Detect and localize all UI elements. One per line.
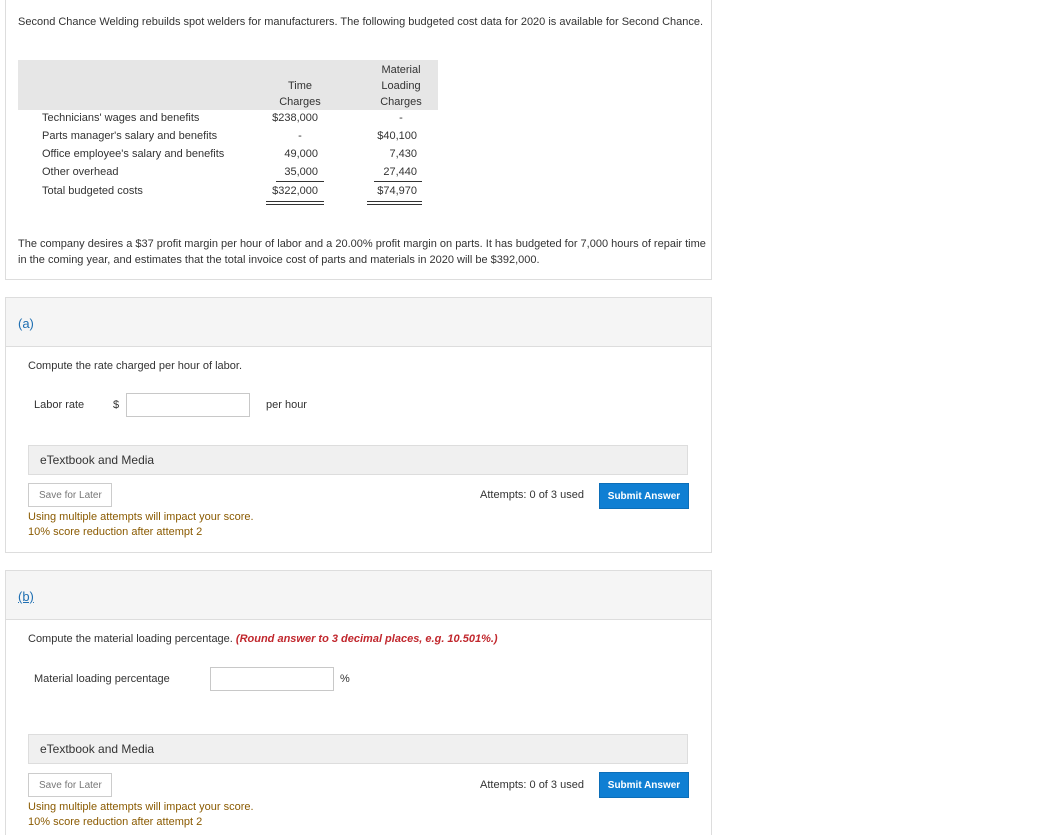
- row-label: Office employee's salary and benefits: [42, 148, 225, 160]
- time-charges-value: 35,000: [284, 166, 318, 178]
- labor-rate-label: Labor rate: [34, 399, 85, 411]
- attempts-warning: Using multiple attempts will impact your score. 10% score reduction after attempt 2: [28, 511, 254, 538]
- part-b-header: [6, 571, 711, 620]
- submit-answer-button[interactable]: Submit Answer: [599, 772, 689, 798]
- save-for-later-button[interactable]: Save for Later: [28, 773, 112, 797]
- table-row: [18, 164, 438, 182]
- time-charges-value: 49,000: [284, 148, 318, 160]
- problem-statement-panel: [5, 0, 712, 280]
- submit-answer-button[interactable]: Submit Answer: [599, 483, 689, 509]
- part-b-question: Compute the material loading percentage. (Round answer to 3 decimal places, e.g. 10.501%.): [28, 633, 498, 645]
- subtotal-underline: [276, 181, 324, 182]
- etextbook-and-media-bar[interactable]: [28, 734, 688, 764]
- material-loading-percentage-label: Material loading percentage: [34, 673, 170, 685]
- etextbook-and-media-bar[interactable]: [28, 445, 688, 475]
- part-b-panel: [5, 570, 712, 835]
- labor-rate-input[interactable]: [126, 393, 250, 417]
- part-a-question: Compute the rate charged per hour of labor.: [28, 360, 243, 372]
- percent-unit: %: [340, 673, 350, 685]
- material-loading-value: $40,100: [377, 130, 417, 142]
- material-loading-total: $74,970: [377, 185, 417, 197]
- time-charges-value: -: [298, 130, 302, 142]
- part-a-header: [6, 298, 711, 347]
- attempts-counter: Attempts: 0 of 3 used: [480, 779, 584, 791]
- material-loading-percentage-input[interactable]: [210, 667, 334, 691]
- row-label: Total budgeted costs: [42, 185, 143, 197]
- table-row: [18, 128, 438, 146]
- table-row: [18, 110, 438, 128]
- table-row: [18, 146, 438, 164]
- etextbook-and-media-label: eTextbook and Media: [40, 742, 155, 756]
- rounding-instruction: (Round answer to 3 decimal places, e.g. 10.501%.): [235, 633, 498, 645]
- material-loading-value: 7,430: [389, 148, 417, 160]
- save-for-later-button[interactable]: Save for Later: [28, 483, 112, 507]
- row-label: Other overhead: [42, 166, 119, 178]
- per-hour-unit: per hour: [266, 399, 307, 411]
- column-header-material-loading: Material Loading Charges: [380, 64, 422, 108]
- currency-symbol: $: [113, 399, 120, 411]
- etextbook-and-media-label: eTextbook and Media: [40, 453, 155, 467]
- column-header-time-charges: Time Charges: [279, 80, 321, 108]
- material-loading-value: -: [399, 112, 403, 124]
- time-charges-total: $322,000: [272, 185, 318, 197]
- attempts-warning: Using multiple attempts will impact your score. 10% score reduction after attempt 2: [28, 801, 254, 828]
- intro-text: Second Chance Welding rebuilds spot welders for manufacturers. The following budgeted cost data for 2020 is available for Second Chance.: [18, 16, 704, 28]
- time-charges-value: $238,000: [272, 112, 318, 124]
- part-a-label: (a): [18, 316, 34, 331]
- row-label: Parts manager's salary and benefits: [42, 130, 218, 142]
- row-label: Technicians' wages and benefits: [42, 112, 200, 124]
- part-b-label: (b): [18, 589, 34, 604]
- subtotal-underline: [374, 181, 422, 182]
- total-double-underline: [367, 201, 422, 205]
- table-row-total: [18, 183, 438, 201]
- total-double-underline: [266, 201, 324, 205]
- profit-margin-text: The company desires a $37 profit margin per hour of labor and a 20.00% profit margin on parts. It has budgeted for 7,000 hours of repair time in the coming year, and estimates that the total invoice cost of parts and materials in 2020 will be $392,000.: [18, 238, 706, 266]
- attempts-counter: Attempts: 0 of 3 used: [480, 489, 584, 501]
- material-loading-value: 27,440: [383, 166, 417, 178]
- part-a-panel: [5, 297, 712, 553]
